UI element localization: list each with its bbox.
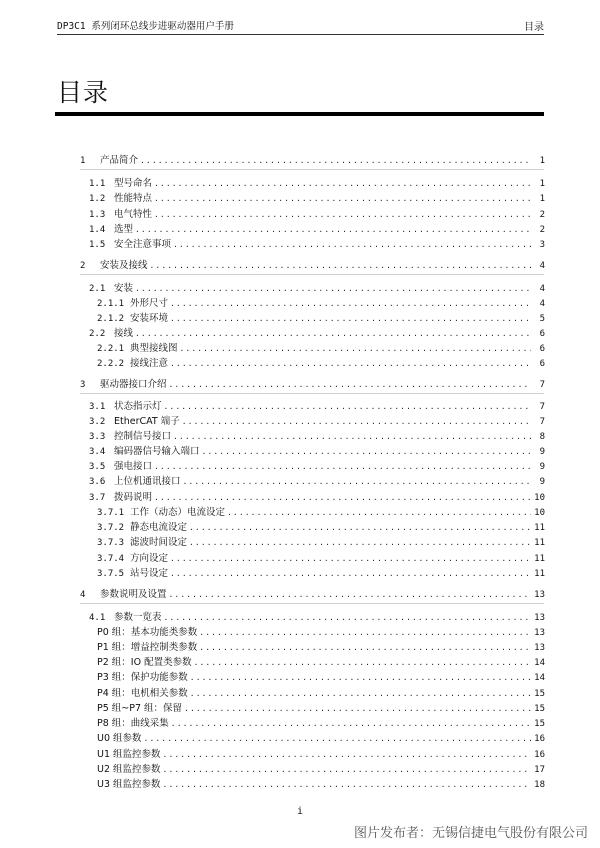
toc-entry-number: 3.6 (89, 477, 106, 487)
toc-leader-dots (194, 655, 531, 670)
toc-entry-label: 产品简介 (100, 155, 139, 166)
toc-entry-label: 工作（动态）电流设定 (130, 507, 226, 518)
toc-entry[interactable] (89, 474, 545, 489)
toc-leader-dots (190, 670, 531, 685)
toc-entry[interactable] (97, 551, 545, 566)
toc-leader-dots (170, 296, 531, 311)
toc-entry-label: 驱动器接口介绍 (100, 379, 167, 390)
toc-entry[interactable] (89, 281, 545, 296)
toc-leader-dots (169, 587, 531, 602)
toc-leader-dots (173, 429, 531, 444)
toc-entry[interactable] (89, 610, 545, 625)
toc-entry[interactable] (97, 535, 545, 550)
toc-entry-page: 2 (539, 210, 545, 220)
toc-leader-dots (202, 444, 531, 459)
toc-entry-label: 状态指示灯 (114, 401, 162, 412)
toc-leader-dots (182, 414, 531, 429)
toc-entry-number: 3.7.4 (97, 554, 125, 564)
toc-section-divider (80, 274, 544, 275)
toc-entry[interactable] (97, 505, 545, 520)
toc-entry-page: 1 (539, 194, 545, 204)
toc-entry-label: 电气特性 (114, 209, 153, 220)
toc-entry-number: 2.2.2 (97, 359, 125, 369)
toc-entry-page: 16 (534, 750, 545, 760)
toc-entry[interactable] (89, 444, 545, 459)
toc-leader-dots (154, 176, 531, 191)
toc-entry-page: 15 (534, 719, 545, 729)
toc-entry-number: 3 (80, 380, 86, 390)
toc-entry-label: U1 组监控参数 (97, 749, 161, 760)
toc-entry[interactable] (97, 686, 545, 701)
document-title: DP3C1 系列闭环总线步进驱动器用户手册 (57, 21, 234, 32)
running-header (57, 18, 544, 32)
toc-leader-dots (170, 356, 531, 371)
toc-entry-page: 11 (534, 569, 545, 579)
toc-entry[interactable] (97, 520, 545, 535)
toc-entry-number: 2.2.1 (97, 344, 125, 354)
toc-entry-page: 4 (539, 299, 545, 309)
toc-leader-dots (183, 474, 531, 489)
toc-entry-page: 13 (534, 643, 545, 653)
toc-entry-number: 1.1 (89, 179, 106, 189)
toc-entry-page: 1 (539, 156, 545, 166)
toc-leader-dots (164, 610, 531, 625)
toc-leader-dots (170, 551, 531, 566)
toc-entry-label: 方向设定 (130, 553, 169, 564)
toc-entry[interactable] (97, 747, 545, 762)
toc-leader-dots (173, 237, 531, 252)
toc-leader-dots (144, 731, 531, 746)
toc-entry-page: 13 (534, 628, 545, 638)
toc-entry-label: 安装及接线 (100, 260, 148, 271)
toc-entry-page: 14 (534, 658, 545, 668)
toc-leader-dots (171, 716, 531, 731)
toc-entry[interactable] (97, 777, 545, 792)
toc-entry[interactable] (97, 670, 545, 685)
toc-entry[interactable] (89, 399, 545, 414)
toc-entry-number: 3.3 (89, 432, 106, 442)
toc-leader-dots (227, 505, 531, 520)
toc-entry[interactable] (97, 640, 545, 655)
toc-entry-label: 安装 (114, 283, 134, 294)
toc-leader-dots (170, 311, 531, 326)
toc-entry-label: 外形尺寸 (130, 298, 169, 309)
toc-entry-number: 2.2 (89, 329, 106, 339)
toc-entry-number: 3.5 (89, 462, 106, 472)
toc-entry-page: 10 (534, 493, 545, 503)
toc-leader-dots (135, 222, 531, 237)
toc-leader-dots (189, 535, 531, 550)
toc-entry[interactable] (97, 762, 545, 777)
toc-leader-dots (180, 341, 531, 356)
toc-entry-label: 控制信号接口 (114, 431, 172, 442)
toc-entry-page: 1 (539, 179, 545, 189)
toc-entry-page: 13 (534, 590, 545, 600)
toc-entry[interactable] (97, 701, 545, 716)
toc-entry-label: P8 组：曲线采集 (97, 718, 169, 729)
toc-entry[interactable] (89, 207, 545, 222)
toc-entry-page: 15 (534, 704, 545, 714)
toc-entry-page: 9 (539, 477, 545, 487)
toc-leader-dots (199, 640, 531, 655)
toc-entry-number: 3.4 (89, 447, 106, 457)
toc-leader-dots (163, 762, 531, 777)
toc-entry-label: 站号设定 (130, 568, 169, 579)
toc-entry-page: 9 (539, 447, 545, 457)
toc-entry-page: 9 (539, 462, 545, 472)
toc-entry-label: 选型 (114, 224, 134, 235)
toc-entry-page: 11 (534, 554, 545, 564)
toc-leader-dots (170, 566, 531, 581)
toc-entry[interactable] (97, 356, 545, 371)
toc-entry-page: 7 (539, 402, 545, 412)
toc-entry[interactable] (89, 222, 545, 237)
toc-entry-page: 18 (534, 780, 545, 790)
toc-entry[interactable] (89, 326, 545, 341)
toc-leader-dots (135, 281, 531, 296)
toc-leader-dots (140, 153, 531, 168)
toc-entry[interactable] (97, 311, 545, 326)
toc-entry-label: U0 组参数 (97, 733, 142, 744)
toc-entry[interactable] (97, 655, 545, 670)
page-title: 目录 (57, 78, 110, 107)
toc-entry-page: 6 (539, 344, 545, 354)
toc-section-divider (80, 393, 544, 394)
toc-section-divider (80, 603, 544, 604)
toc-entry-label: 参数一览表 (114, 612, 162, 623)
toc-entry-label: P1 组：增益控制类参数 (97, 642, 198, 653)
toc-entry[interactable] (89, 459, 545, 474)
toc-entry[interactable] (89, 414, 545, 429)
toc-leader-dots (199, 625, 531, 640)
toc-entry-number: 1 (80, 156, 86, 166)
toc-entry-label: P4 组：电机相关参数 (97, 688, 188, 699)
toc-entry-page: 3 (539, 240, 545, 250)
toc-entry[interactable] (89, 490, 545, 505)
toc-entry-label: 型号命名 (114, 178, 153, 189)
toc-entry-number: 2.1.1 (97, 299, 125, 309)
toc-leader-dots (189, 520, 531, 535)
toc-entry-label: 强电接口 (114, 461, 153, 472)
toc-entry-label: 滤波时间设定 (130, 537, 188, 548)
toc-entry-number: 4.1 (89, 613, 106, 623)
toc-entry[interactable] (97, 625, 545, 640)
toc-entry-label: 静态电流设定 (130, 522, 188, 533)
toc-leader-dots (190, 686, 531, 701)
toc-entry-page: 11 (534, 538, 545, 548)
toc-leader-dots (154, 459, 531, 474)
toc-entry[interactable] (97, 731, 545, 746)
toc-entry[interactable] (97, 566, 545, 581)
toc-entry-page: 13 (534, 613, 545, 623)
toc-entry-page: 14 (534, 673, 545, 683)
toc-entry-number: 2.1 (89, 284, 106, 294)
toc-entry[interactable] (80, 153, 545, 168)
toc-entry-page: 7 (539, 417, 545, 427)
toc-entry-label: P5 组~P7 组：保留 (97, 703, 183, 714)
watermark: 图片发布者：无锡信捷电气股份有限公司 (353, 826, 588, 841)
toc-entry-page: 16 (534, 734, 545, 744)
toc-entry-label: 性能特点 (114, 193, 153, 204)
toc-entry[interactable] (89, 237, 545, 252)
toc-entry-label: 安全注意事项 (114, 239, 172, 250)
toc-entry-number: 1.4 (89, 225, 106, 235)
toc-entry-label: P0 组：基本功能类参数 (97, 627, 198, 638)
page-number: i (296, 806, 304, 817)
toc-entry[interactable] (89, 429, 545, 444)
toc-entry[interactable] (97, 716, 545, 731)
toc-entry-label: P2 组：IO 配置类参数 (97, 657, 192, 668)
toc-leader-dots (163, 747, 531, 762)
toc-entry-number: 1.5 (89, 240, 106, 250)
toc-entry[interactable] (80, 587, 545, 602)
toc-entry-label: P3 组：保护功能参数 (97, 672, 188, 683)
toc-entry-label: 参数说明及设置 (100, 589, 167, 600)
toc-leader-dots (164, 399, 531, 414)
toc-leader-dots (154, 207, 531, 222)
toc-leader-dots (169, 377, 531, 392)
toc-entry-page: 10 (534, 508, 545, 518)
toc-entry-label: 编码器信号输入端口 (114, 446, 200, 457)
toc-leader-dots (154, 191, 531, 206)
toc-leader-dots (184, 701, 531, 716)
toc-entry-page: 15 (534, 689, 545, 699)
toc-entry-number: 3.2 (89, 417, 106, 427)
toc-leader-dots (135, 326, 531, 341)
toc-entry-label: 典型接线图 (130, 343, 178, 354)
toc-entry[interactable] (97, 296, 545, 311)
toc-entry-page: 17 (534, 765, 545, 775)
toc-entry[interactable] (89, 191, 545, 206)
header-divider (57, 34, 544, 35)
toc-entry-page: 8 (539, 432, 545, 442)
toc-entry-number: 1.3 (89, 210, 106, 220)
toc-section-divider (80, 169, 544, 170)
toc-entry-page: 7 (539, 380, 545, 390)
toc-leader-dots (163, 777, 531, 792)
toc-entry-label: EtherCAT 端子 (114, 416, 180, 427)
toc-entry-page: 2 (539, 225, 545, 235)
toc-leader-dots (154, 490, 531, 505)
toc-entry[interactable] (80, 258, 545, 273)
header-section-name: 目录 (524, 22, 544, 33)
toc-entry-page: 6 (539, 329, 545, 339)
toc-entry-number: 3.7.2 (97, 523, 125, 533)
toc-entry-label: U2 组监控参数 (97, 764, 161, 775)
toc-entry-page: 6 (539, 359, 545, 369)
toc-entry-label: 上位机通讯接口 (114, 476, 181, 487)
title-divider (55, 112, 544, 116)
toc-entry-number: 2 (80, 261, 86, 271)
toc-entry-number: 3.7 (89, 493, 106, 503)
toc-entry-label: U3 组监控参数 (97, 779, 161, 790)
toc-entry[interactable] (97, 341, 545, 356)
toc-entry-number: 3.7.1 (97, 508, 125, 518)
toc-entry-number: 3.7.3 (97, 538, 125, 548)
toc-entry-number: 3.7.5 (97, 569, 125, 579)
toc-entry-label: 接线 (114, 328, 134, 339)
toc-entry-page: 4 (539, 284, 545, 294)
toc-entry-label: 安装环境 (130, 313, 169, 324)
toc-entry-label: 拨码说明 (114, 492, 153, 503)
toc-entry-number: 1.2 (89, 194, 106, 204)
toc-entry-page: 4 (539, 261, 545, 271)
toc-entry[interactable] (89, 176, 545, 191)
toc-entry-page: 11 (534, 523, 545, 533)
toc-entry-number: 2.1.2 (97, 314, 125, 324)
toc-entry-page: 5 (539, 314, 545, 324)
toc-entry[interactable] (80, 377, 545, 392)
toc-entry-number: 3.1 (89, 402, 106, 412)
toc-entry-label: 接线注意 (130, 358, 169, 369)
toc-entry-number: 4 (80, 590, 86, 600)
toc-leader-dots (150, 258, 531, 273)
